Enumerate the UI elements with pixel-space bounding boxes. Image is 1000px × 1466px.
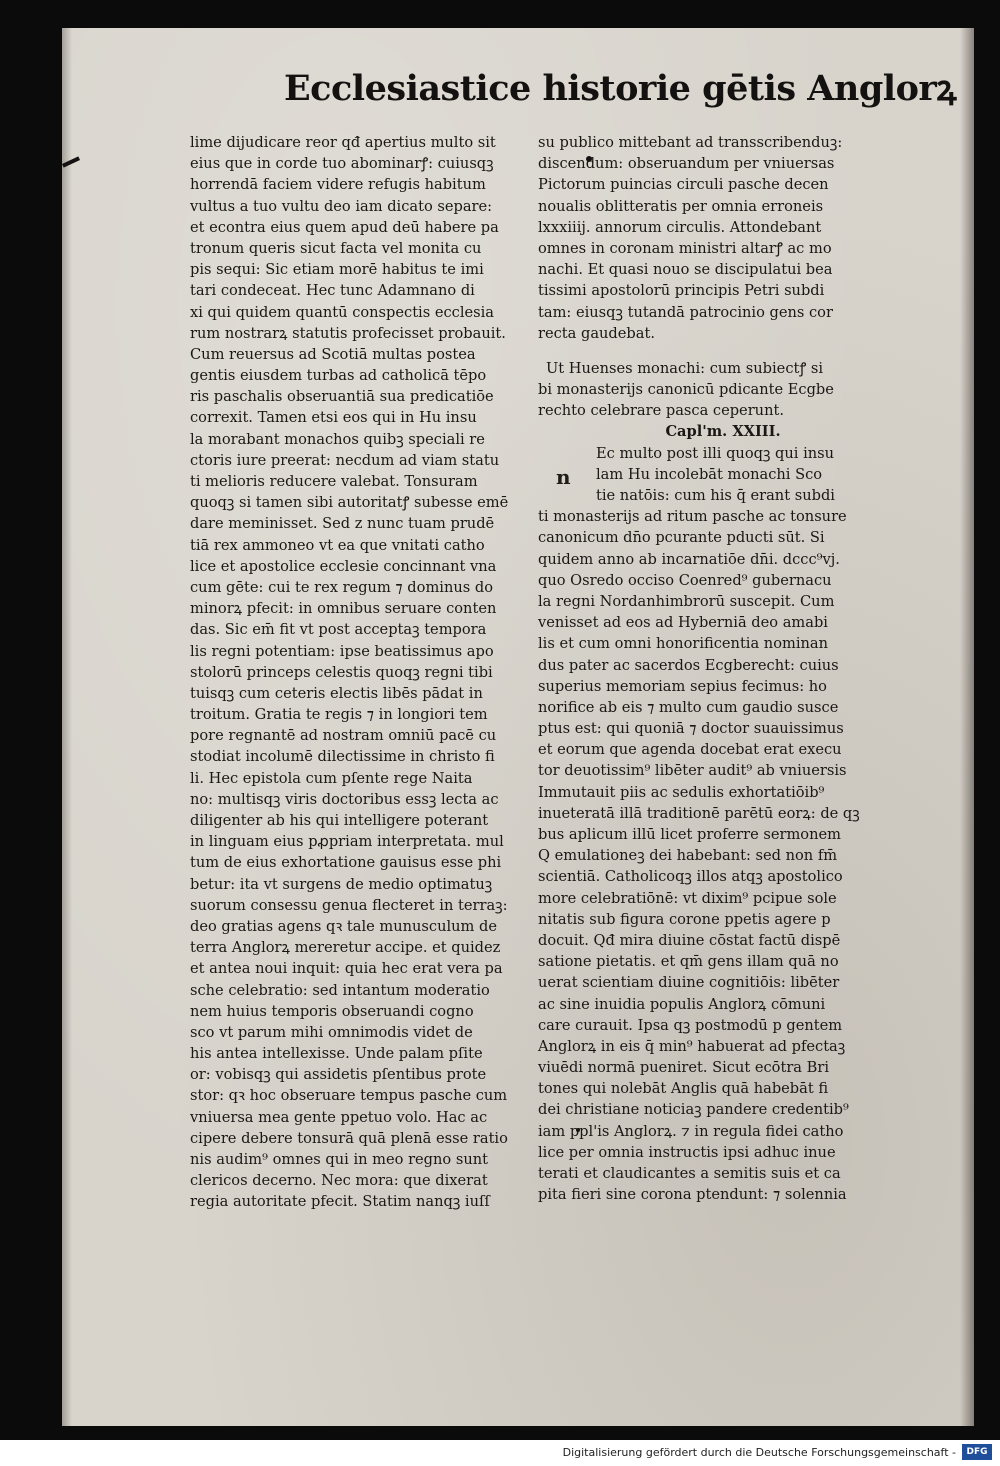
text-line: et eorum que agenda docebat erat execu <box>538 741 842 759</box>
text-line: nachi. Et quasi nouo se discipulatui bea <box>538 261 833 279</box>
text-line: tones qui nolebāt Anglis quā habebāt fi <box>538 1080 829 1098</box>
text-line: ac sine inuidia populis Anglorꝝ cōmuni <box>538 995 826 1013</box>
text-line: tie natōis: cum his q̄ erant subdi <box>596 487 835 504</box>
text-line: lice et apostolice ecclesie concinnant vna <box>190 557 497 575</box>
gutter-shadow <box>62 28 72 1426</box>
text-line: diligenter ab his qui intelligere poterant <box>190 812 489 829</box>
text-line: iam ppl'is Anglorꝝ. ⁊ in regula fidei catho <box>538 1122 844 1140</box>
text-line: lime dijudicare reor qđ apertius multo sit <box>190 134 496 151</box>
text-line: cipere debere tonsurā quā plenā esse ratio <box>190 1129 508 1147</box>
text-line: tuisqꝫ cum ceteris electis libēs pādat in <box>190 684 483 702</box>
text-line: docuit. Qđ mira diuine cōstat factū dispē <box>538 931 841 949</box>
text-line: eius que in corde tuo abominarꝭ: cuiusqꝫ <box>190 155 494 173</box>
text-line: omnes in coronam ministri altarꝭ ac mo <box>538 239 832 257</box>
text-line: stolorū princeps celestis quoqꝫ regni tibi <box>190 663 493 681</box>
text-line: nitatis sub figura corone ppetis agere p <box>538 910 831 928</box>
text-line: bi monasterijs canonicū pdicante Ecgbe <box>538 381 834 399</box>
text-line: cum gēte: cui te rex regum ⁊ dominus do <box>190 578 493 596</box>
text-line: vultus a tuo vultu deo iam dicato separe: <box>190 197 493 215</box>
text-line: lam Hu incolebāt monachi Sco <box>596 465 823 483</box>
text-line: canonicum dn̄o pcurante pducti sūt. Si <box>538 529 825 547</box>
section-gap <box>538 344 868 358</box>
text-line: dus pater ac sacerdos Ecgberecht: cuius <box>538 656 839 674</box>
text-line: ti monasterijs ad ritum pasche ac tonsure <box>538 508 847 526</box>
text-line: lis et cum omni honorificentia nominan <box>538 635 829 653</box>
text-line: la regni Nordanhimbrorū suscepit. Cum <box>538 592 835 610</box>
right-column <box>538 132 868 1205</box>
text-line: viuēdi normā pueniret. Sicut ecōtra Bri <box>538 1059 830 1077</box>
text-line: rechto celebrare pasca ceperunt. <box>538 402 784 420</box>
text-line: pita fieri sine corona ptendunt: ⁊ solennia <box>538 1186 847 1204</box>
text-line: regia autoritate pfecit. Statim nanqꝫ iuſſ <box>190 1193 490 1211</box>
text-line: sco vt parum mihi omnimodis videt de <box>190 1023 473 1041</box>
text-line: in linguam eius pꝓpriam interpretata. mul <box>190 833 504 851</box>
text-line: tam: eiusqꝫ tutandā patrocinio gens cor <box>538 303 833 321</box>
page-edge-shadow <box>960 28 974 1426</box>
text-line: venisset ad eos ad Hyberniā deo amabi <box>538 614 828 632</box>
text-line: nis audim⁹ omnes qui in meo regno sunt <box>190 1151 489 1168</box>
text-line: norifice ab eis ⁊ multo cum gaudio susce <box>538 698 839 716</box>
text-line: dare meminisset. Sed z nunc tuam prudē <box>190 515 495 533</box>
chapter-body <box>538 443 868 1206</box>
text-line: superius memoriam sepius fecimus: ho <box>538 677 827 695</box>
text-line: tum de eius exhortatione gauisus esse phi <box>190 854 502 872</box>
right-column-text <box>538 132 868 344</box>
text-line: Anglorꝝ in eis q̄ min⁹ habuerat ad pfectaꝫ <box>538 1037 846 1055</box>
text-line: rum nostrarꝝ statutis profecisset probauit. <box>190 324 506 342</box>
text-line: deo gratias agens qꝛ tale munusculum de <box>190 917 498 935</box>
text-line: quo Osredo occiso Coenred⁹ gubernacu <box>538 571 832 589</box>
text-line: bus aplicum illū licet proferre sermonem <box>538 826 841 843</box>
text-line: Q emulationeꝫ dei habebant: sed non fm̄ <box>538 847 838 865</box>
text-line: et antea noui inquit: quia hec erat vera pa <box>190 960 503 978</box>
text-line: care curauit. Ipsa qꝫ postmodū p gentem <box>538 1016 843 1034</box>
text-line: ti melioris reducere valebat. Tonsuram <box>190 473 478 490</box>
text-line: gentis eiusdem turbas ad catholicā tēpo <box>190 367 487 385</box>
text-line: lxxxiiij. annorum circulis. Attondebant <box>538 218 822 236</box>
text-line: troitum. Gratia te regis ⁊ in longiori tem <box>190 706 488 724</box>
text-line: vniuersa mea gente ppetuo volo. Hac ac <box>190 1108 488 1126</box>
text-line: correxit. Tamen etsi eos qui in Hu insu <box>190 409 477 427</box>
text-line: betur: ita vt surgens de medio optimatuꝫ <box>190 875 493 893</box>
left-column <box>190 132 510 1213</box>
text-line: noualis oblitteratis per omnia erroneis <box>538 197 824 215</box>
text-line: Immutauit piis ac sedulis exhortatiōib⁹ <box>538 783 825 801</box>
text-line: ptus est: qui quoniā ⁊ doctor suauissimus <box>538 720 844 738</box>
text-line: quidem anno ab incarnatiōe dn̄i. dccc⁹vj. <box>538 550 840 568</box>
text-line: tari condeceat. Hec tunc Adamnano di <box>190 282 475 300</box>
running-head: Ecclesiastice historie gētis Anglorꝝ <box>284 68 957 109</box>
text-line: terra Anglorꝝ mereretur accipe. et quidez <box>190 939 501 957</box>
text-line: quoqꝫ si tamen sibi autoritatꝭ subesse emē <box>190 494 509 512</box>
text-line: dei christiane noticiaꝫ pandere credentib⁹ <box>538 1101 849 1119</box>
text-line: discendum: obseruandum per vniuersas <box>538 155 835 173</box>
text-line: stor: qꝛ hoc obseruare tempus pasche cum <box>190 1087 508 1105</box>
chapter-summary <box>538 358 868 422</box>
text-line: terati et claudicantes a semitis suis et ca <box>538 1165 841 1182</box>
text-line: Ut Huenses monachi: cum subiectꝭ si <box>546 359 824 377</box>
text-line: satione pietatis. et qm̄ gens illam quā no <box>538 953 839 971</box>
text-line: lice per omnia instructis ipsi adhuc inue <box>538 1143 836 1161</box>
footer-credit: Digitalisierung gefördert durch die Deutsche Forschungsgemeinschaft - <box>562 1446 956 1459</box>
text-line: tissimi apostolorū principis Petri subdi <box>538 282 825 300</box>
text-line: sche celebratio: sed intantum moderatio <box>190 981 490 999</box>
text-line: la morabant monachos quibꝫ speciali re <box>190 430 485 448</box>
digitization-footer <box>0 1440 1000 1466</box>
text-line: pis sequi: Sic etiam morē habitus te imi <box>190 261 484 279</box>
text-line: suorum consessu genua flecteret in terraꝫ: <box>190 896 508 914</box>
text-line: no: multisqꝫ viris doctoribus essꝫ lecta ac <box>190 790 499 808</box>
text-line: more celebratiōnē: vt dixim⁹ pcipue sole <box>538 889 837 907</box>
text-line: tronum queris sicut facta vel monita cu <box>190 239 482 257</box>
text-line: inueteratā illā traditionē parētū eorꝝ: de qꝫ <box>538 804 860 822</box>
dfg-logo-icon: DFG <box>962 1444 992 1460</box>
text-line: minorꝝ pfecit: in omnibus seruare conten <box>190 600 497 618</box>
text-line: et econtra eius quem apud deū habere pa <box>190 218 499 236</box>
text-line: scientiā. Catholicoqꝫ illos atqꝫ apostolico <box>538 868 843 886</box>
text-line: Ec multo post illi quoqꝫ qui insu <box>596 444 835 462</box>
text-line: tor deuotissim⁹ libēter audit⁹ ab vniuersis <box>538 762 847 780</box>
chapter-heading: Capl'm. XXIII. <box>665 423 781 441</box>
text-line: recta gaudebat. <box>538 324 655 342</box>
text-line: ris paschalis obseruantiā sua predicatiōe <box>190 388 494 406</box>
initial-letter: n <box>556 464 571 489</box>
text-line: das. Sic em̄ fit vt post acceptaꝫ tempora <box>190 621 487 639</box>
text-line: li. Hec epistola cum pſente rege Naita <box>190 769 473 787</box>
text-line: pore regnantē ad nostram omniū pacē cu <box>190 727 497 745</box>
text-line: nem huius temporis obseruandi cogno <box>190 1002 474 1020</box>
text-line: or: vobisqꝫ qui assidetis pſentibus prote <box>190 1066 487 1084</box>
text-line: su publico mittebant ad transscribenduꝫ: <box>538 134 843 151</box>
text-line: Cum reuersus ad Scotiā multas postea <box>190 345 476 363</box>
text-line: tiā rex ammoneo vt ea que vnitati catho <box>190 536 485 554</box>
text-line: his antea intellexisse. Unde palam pſite <box>190 1045 483 1063</box>
text-line: lis regni potentiam: ipse beatissimus apo <box>190 642 494 660</box>
text-line: Pictorum puincias circuli pasche decen <box>538 176 829 194</box>
text-line: xi qui quidem quantū conspectis ecclesia <box>190 303 494 321</box>
text-line: uerat scientiam diuine cognitiōis: libēter <box>538 974 840 992</box>
text-line: clericos decerno. Nec mora: que dixerat <box>190 1172 488 1190</box>
text-line: ctoris iure preerat: necdum ad viam statu <box>190 451 500 469</box>
text-line: horrendā faciem videre refugis habitum <box>190 176 486 194</box>
text-line: stodiat incolumē dilectissime in christo fi <box>190 748 495 766</box>
